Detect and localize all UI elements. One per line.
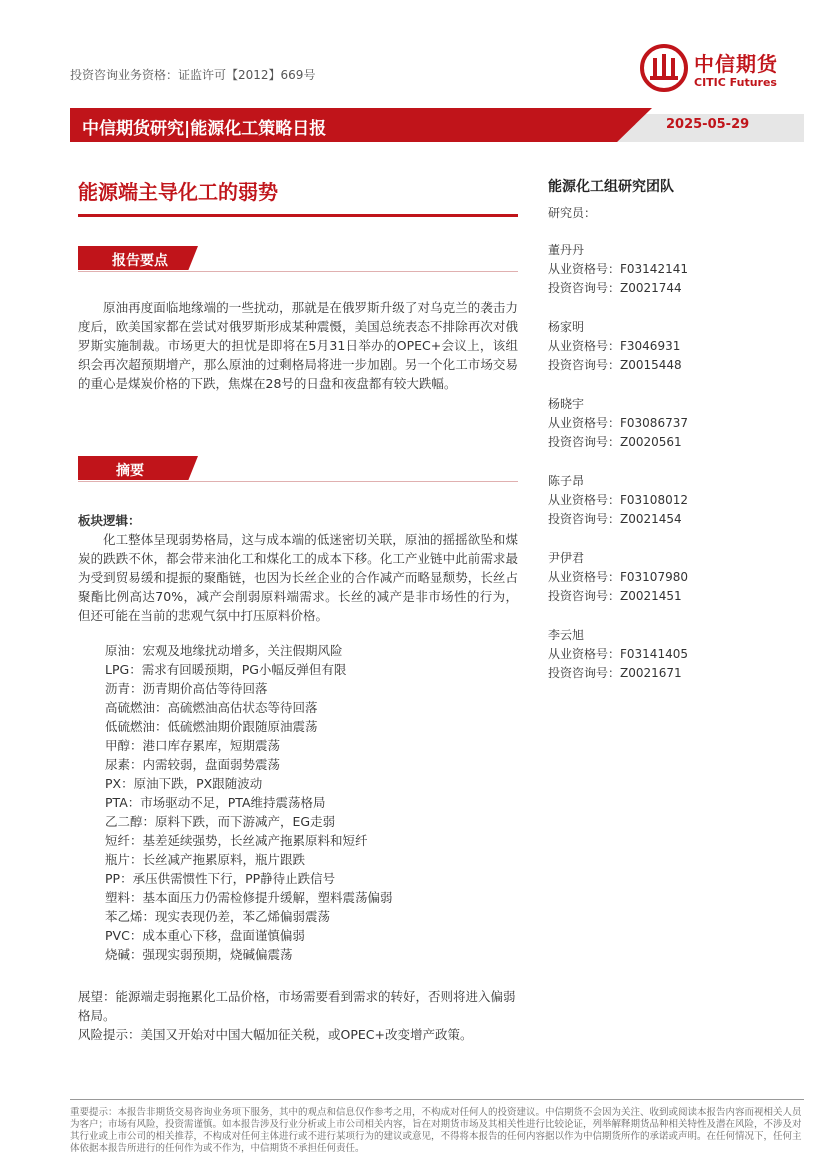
key-points-header: [78, 246, 518, 272]
headline-divider: [78, 214, 518, 217]
member-name: 杨晓宇: [548, 397, 585, 411]
key-points-label: 报告要点: [112, 253, 168, 269]
logo-cn-text: 中信期货: [694, 52, 778, 76]
logic-title: 板块逻辑：: [78, 513, 141, 528]
list-item: 烧碱：强现实弱预期，烧碱偏震荡: [105, 947, 293, 962]
list-item: PVC：成本重心下移，盘面谨慎偏弱: [105, 928, 305, 943]
logic-text: 化工整体呈现弱势格局，这与成本端的低迷密切关联，原油的摇摇欲坠和煤炭的跌跌不休，都会带来油化工和煤化工的成本下移。化工产业链中此前需求最为受到贸易缓和提振的聚酯链，也因为长丝企业的合作减产而略显颓势，长丝占聚酯比例高达70%，减产会削弱原料端需求。长丝的减产是非市场性的行为，但还可能在当前的悲观气氛中打压原料价格。: [78, 532, 518, 623]
list-item: 瓶片：长丝减产拖累原料，瓶片跟跌: [105, 852, 306, 867]
license-text: 投资咨询业务资格：证监许可【2012】669号: [70, 68, 316, 82]
list-item: PP：承压供需惯性下行，PP静待止跌信号: [105, 871, 336, 886]
member-consult-number: 投资咨询号：Z0021451: [548, 589, 682, 603]
list-item: 甲醇：港口库存累库，短期震荡: [105, 738, 281, 753]
list-item: 塑料：基本面压力仍需检修提升缓解，塑料震荡偏弱: [105, 890, 393, 905]
report-series-title: 中信期货研究|能源化工策略日报: [82, 119, 327, 139]
team-title: 能源化工组研究团队: [548, 179, 674, 195]
member-consult-number: 投资咨询号：Z0021744: [548, 281, 682, 295]
team-member: [548, 395, 798, 452]
logo-en-text: CITIC Futures: [694, 76, 777, 89]
report-date: 2025-05-29: [666, 117, 750, 132]
report-banner: [70, 108, 804, 142]
member-qualification: 从业资格号：F03141405: [548, 647, 688, 661]
list-item: 原油：宏观及地缘扰动增多，关注假期风险: [105, 643, 343, 658]
member-qualification: 从业资格号：F03108012: [548, 493, 688, 507]
member-name: 陈子昂: [548, 474, 585, 488]
disclaimer-text: 重要提示：本报告非期货交易咨询业务项下服务，其中的观点和信息仅作参考之用，不构成对任何人的投资建议。中信期货不会因为关注、收到或阅读本报告内容而视相关人员为客户；市场有风险，投资需谨慎。如本报告涉及行业分析或上市公司相关内容，旨在对期货市场及其相关性进行比较论证，列举解释期货品种相关特性及潜在风险，不涉及对其行业或上市公司的相关推荐，不构成对任何主体进行或不进行某项行为的建议或意见，不得将本报告的任何内容据以作为中信期货所作的承诺或声明。在任何情况下，任何主体依据本报告所进行的任何作为或不作为，中信期货不承担任何责任。: [70, 1107, 802, 1154]
list-item: 沥青：沥青期价高估等待回落: [105, 681, 268, 696]
member-name: 尹伊君: [548, 551, 585, 565]
list-item: 短纤：基差延续强势，长丝减产拖累原料和短纤: [105, 833, 368, 848]
summary-header: [78, 456, 518, 482]
list-item: 乙二醇：原料下跌，而下游减产，EG走弱: [105, 814, 336, 829]
member-consult-number: 投资咨询号：Z0015448: [548, 358, 682, 372]
list-item: 苯乙烯：现实表现仍差，苯乙烯偏弱震荡: [105, 909, 331, 924]
list-item: 高硫燃油：高硫燃油高估状态等待回落: [105, 700, 318, 715]
member-consult-number: 投资咨询号：Z0021671: [548, 666, 682, 680]
member-qualification: 从业资格号：F03142141: [548, 262, 688, 276]
list-item: LPG：需求有回暖预期，PG小幅反弹但有限: [105, 662, 347, 677]
member-qualification: 从业资格号：F3046931: [548, 339, 681, 353]
list-item: 尿素：内需较弱，盘面弱势震荡: [105, 757, 281, 772]
research-team-panel: [548, 176, 798, 683]
team-member: [548, 549, 798, 606]
footer-divider: [70, 1099, 804, 1100]
list-item: PTA：市场驱动不足，PTA维持震荡格局: [105, 795, 326, 810]
report-headline: 能源端主导化工的弱势: [78, 180, 278, 204]
key-points-rule: [78, 271, 518, 272]
risk-text: 风险提示：美国又开始对中国大幅加征关税，或OPEC+改变增产政策。: [78, 1027, 473, 1042]
member-consult-number: 投资咨询号：Z0020561: [548, 435, 682, 449]
outlook-text: 展望：能源端走弱拖累化工品价格，市场需要看到需求的转好，否则将进入偏弱格局。: [78, 989, 516, 1023]
member-qualification: 从业资格号：F03086737: [548, 416, 688, 430]
citic-logo-icon: [640, 44, 688, 92]
team-member: [548, 626, 798, 683]
member-name: 杨家明: [548, 320, 585, 334]
commodity-list: [105, 641, 393, 964]
member-name: 李云旭: [548, 628, 585, 642]
member-qualification: 从业资格号：F03107980: [548, 570, 688, 584]
list-item: 低硫燃油：低硫燃油期价跟随原油震荡: [105, 719, 318, 734]
team-member: [548, 241, 798, 298]
team-member: [548, 472, 798, 529]
summary-label: 摘要: [116, 463, 144, 479]
team-member: [548, 318, 798, 375]
member-name: 董丹丹: [548, 243, 585, 257]
key-points-text: 原油再度面临地缘端的一些扰动，那就是在俄罗斯升级了对乌克兰的袭击力度后，欧美国家都在尝试对俄罗斯形成某种震慑，美国总统表态不排除再次对俄罗斯实施制裁。市场更大的担忧是即将在5月31日举办的OPEC+会议上，该组织会再次超预期增产，那么原油的过剩格局将进一步加剧。另一个化工市场交易的重心是煤炭价格的下跌，焦煤在28号的日盘和夜盘都有较大跌幅。: [78, 300, 518, 391]
member-consult-number: 投资咨询号：Z0021454: [548, 512, 682, 526]
citic-logo: [640, 44, 805, 96]
summary-rule: [78, 481, 518, 482]
list-item: PX：原油下跌，PX跟随波动: [105, 776, 263, 791]
team-subtitle: 研究员：: [548, 206, 597, 220]
